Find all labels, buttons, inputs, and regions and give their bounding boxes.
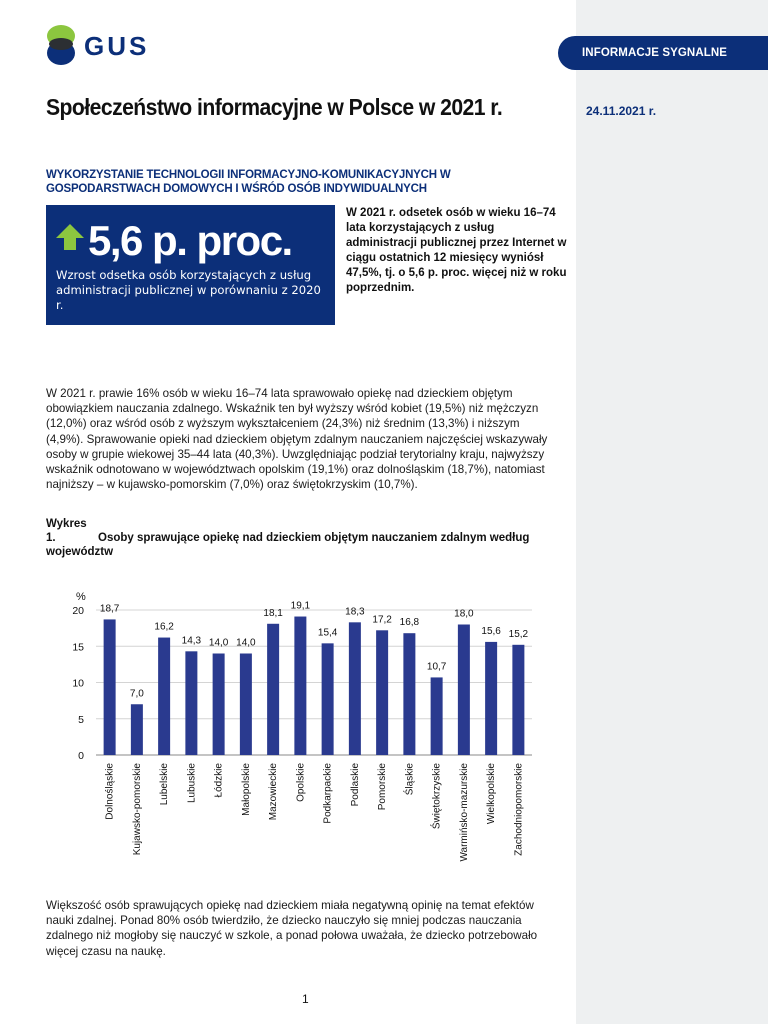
publication-date: 24.11.2021 r. — [586, 104, 657, 118]
bar — [294, 617, 306, 755]
gus-logo — [46, 24, 149, 66]
data-label: 19,1 — [290, 600, 311, 612]
bar — [104, 619, 116, 755]
category-label: Podkarpackie — [322, 763, 334, 824]
section-heading: WYKORZYSTANIE TECHNOLOGII INFORMACYJNO-KOMUNIKACYJNYCH W GOSPODARSTWACH DOMOWYCH I WŚRÓD OSÓB INDYWIDUALNYCH — [46, 169, 451, 195]
bar — [267, 624, 279, 755]
bar — [431, 677, 443, 755]
bar — [376, 630, 388, 755]
category-label: Lubelskie — [159, 763, 171, 806]
bar — [213, 654, 225, 756]
up-arrow-icon — [54, 222, 86, 252]
y-tick-label: 10 — [72, 677, 84, 690]
data-label: 18,3 — [345, 606, 365, 618]
badge-label: INFORMACJE SYGNALNE — [582, 47, 728, 59]
data-label: 10,7 — [426, 661, 447, 673]
data-label: 15,4 — [317, 627, 338, 639]
y-tick-label: 15 — [72, 641, 84, 654]
data-label: 16,2 — [154, 621, 174, 633]
data-label: 16,8 — [399, 617, 420, 629]
data-label: 14,0 — [208, 637, 229, 649]
bar — [322, 643, 334, 755]
category-label: Lubuskie — [186, 763, 198, 804]
kpi-side-text: W 2021 r. odsetek osób w wieku 16–74 lata korzystających z usług administracji publicznej przez Internet w ciągu ostatnich 12 miesięcy wyniósł 47,5%, tj. o 5,6 p. proc. więcej niż w roku poprzednim. — [346, 207, 567, 294]
category-label: Opolskie — [295, 763, 307, 802]
bar — [403, 633, 415, 755]
y-tick-label: 0 — [78, 750, 84, 762]
y-tick-label: 5 — [78, 713, 84, 726]
gus-logo-icon — [46, 24, 76, 66]
data-label: 14,3 — [181, 635, 202, 647]
data-label: 17,2 — [372, 614, 392, 626]
data-label: 14,0 — [236, 637, 256, 649]
page-title: Społeczeństwo informacyjne w Polsce w 2021 r. — [46, 94, 503, 120]
category-label: Śląskie — [404, 763, 416, 796]
category-label: Małopolskie — [240, 763, 252, 816]
category-label: Zachodniopomorskie — [513, 763, 525, 856]
kpi-box — [46, 205, 335, 325]
sidebar-panel — [576, 0, 768, 1024]
bar — [512, 645, 524, 755]
document-type-badge — [558, 36, 768, 70]
data-label: 18,0 — [454, 608, 474, 620]
category-label: Podlaskie — [349, 763, 361, 807]
category-label: Dolnośląskie — [104, 763, 116, 820]
y-axis-unit-label: % — [76, 591, 86, 603]
chart-number: Wykres 1. — [46, 518, 87, 544]
logo-text: GUS — [84, 30, 150, 61]
kpi-description: Wzrost odsetka osób korzystających z usług administracji publicznej w porównaniu z 2020 r. — [56, 268, 321, 312]
kpi-value: 5,6 p. proc. — [88, 217, 292, 264]
y-tick-label: 20 — [72, 605, 84, 617]
bar-chart — [46, 585, 546, 865]
category-label: Kujawsko-pomorskie — [131, 763, 143, 856]
data-label: 7,0 — [129, 688, 144, 700]
category-label: Mazowieckie — [268, 763, 280, 821]
category-label: Warmińsko-mazurskie — [458, 763, 470, 862]
page-number: 1 — [302, 992, 309, 1006]
category-label: Świętokrzyskie — [431, 763, 443, 830]
data-label: 18,7 — [99, 603, 120, 615]
bar — [158, 638, 170, 755]
chart-title — [46, 517, 546, 559]
category-label: Łódzkie — [213, 763, 225, 798]
bar — [485, 642, 497, 755]
bar — [185, 651, 197, 755]
chart-title-text: Osoby sprawujące opiekę nad dzieckiem objętym nauczaniem zdalnym według województw — [46, 532, 530, 558]
body-paragraph-2: Większość osób sprawujących opiekę nad dzieckiem miała negatywną opinię na temat efektów nauki zdalnej. Ponad 80% osób twierdziło, że dziecko nauczyło się mniej podczas nauczania zdalnego niż mogłoby się nauczyć w szkole, a ponad połowa uważała, że dziecko potrzebowało więcej czasu na naukę. — [46, 899, 538, 958]
bar — [349, 622, 361, 755]
bar — [458, 625, 470, 756]
data-label: 15,6 — [481, 625, 501, 637]
category-label: Wielkopolskie — [486, 763, 498, 825]
bar — [131, 704, 143, 755]
category-label: Pomorskie — [377, 763, 389, 811]
data-label: 18,1 — [263, 607, 283, 619]
body-paragraph-1: W 2021 r. prawie 16% osób w wieku 16–74 lata sprawowało opiekę nad dzieckiem objętym obowiązkiem nauczania zdalnego. Wskaźnik ten był wyższy wśród kobiet (19,5%) niż mężczyzn (12,0%) oraz wśród osób z wyższym wykształceniem (24,3%) niż średnim (13,3%) i niższym (4,9%). Sprawowanie opieki nad dzieckiem objętym zdalnym nauczaniem najczęściej wskazywały osoby w grupie wiekowej 35–44 lata (40,3%). Uwzględniając podział terytorialny kraju, najwyższy wskaźnik odnotowano w województwach opolskim (19,1%) oraz dolnośląskim (18,7%), natomiast najniższy – w kujawsko-pomorskim (7,0%) oraz świętokrzyskim (10,7%). — [46, 387, 548, 492]
data-label: 15,2 — [508, 628, 529, 640]
bar — [240, 654, 252, 756]
